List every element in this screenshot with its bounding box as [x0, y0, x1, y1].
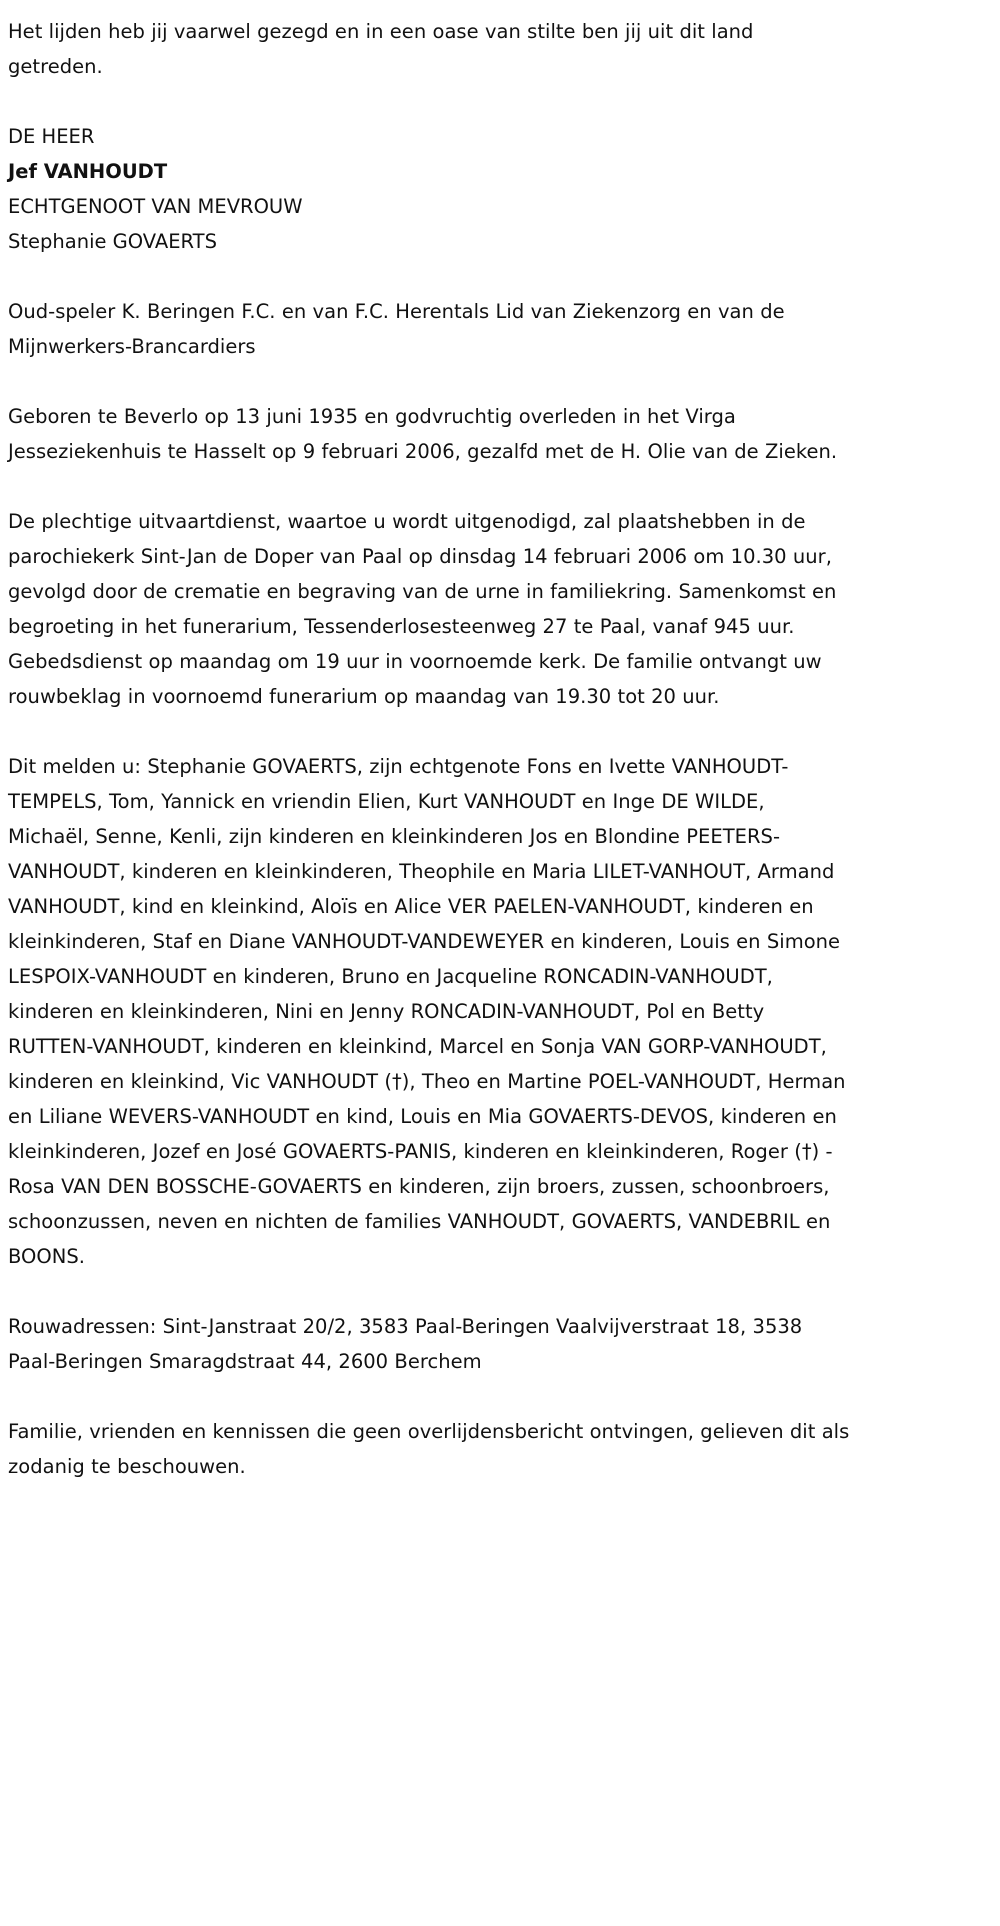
honorific-line: DE HEER: [8, 125, 95, 148]
spouse-relation-line: ECHTGENOOT VAN MEVROUW: [8, 195, 303, 218]
closing-note-paragraph: Familie, vrienden en kennissen die geen overlijdensbericht ontvingen, gelieven dit als zodanig te beschouwen.: [8, 1420, 850, 1478]
deceased-name: Jef VANHOUDT: [8, 160, 168, 183]
memberships-paragraph: Oud-speler K. Beringen F.C. en van F.C. Herentals Lid van Ziekenzorg en van de Mijnwerkers-Brancardiers: [8, 300, 785, 358]
spouse-name: Stephanie GOVAERTS: [8, 230, 217, 253]
birth-death-paragraph: Geboren te Beverlo op 13 juni 1935 en godvruchtig overleden in het Virga Jesseziekenhuis te Hasselt op 9 februari 2006, gezalfd met de H. Olie van de Zieken.: [8, 405, 838, 463]
opening-verse: Het lijden heb jij vaarwel gezegd en in een oase van stilte ben jij uit dit land getreden.: [8, 20, 754, 78]
mourning-addresses-paragraph: Rouwadressen: Sint-Janstraat 20/2, 3583 Paal-Beringen Vaalvijverstraat 18, 3538 Paal-Beringen Smaragdstraat 44, 2600 Berchem: [8, 1315, 803, 1373]
survivors-paragraph: Dit melden u: Stephanie GOVAERTS, zijn echtgenote Fons en Ivette VANHOUDT-TEMPELS, Tom, Yannick en vriendin Elien, Kurt VANHOUDT en Inge DE WILDE, Michaël, Senne, Kenli, zijn kinderen en kleinkinderen Jos en Blondine PEETERS-VANHOUDT, kinderen en kleinkinderen, Theophile en Maria LILET-VANHOUT, Armand VANHOUDT, kind en kleinkind, Aloïs en Alice VER PAELEN-VANHOUDT, kinderen en kleinkinderen, Staf en Diane VANHOUDT-VANDEWEYER en kinderen, Louis en Simone LESPOIX-VANHOUDT en kinderen, Bruno en Jacqueline RONCADIN-VANHOUDT, kinderen en kleinkinderen, Nini en Jenny RONCADIN-VANHOUDT, Pol en Betty RUTTEN-VANHOUDT, kinderen en kleinkind, Marcel en Sonja VAN GORP-VANHOUDT, kinderen en kleinkind, Vic VANHOUDT (†), Theo en Martine POEL-VANHOUDT, Herman en Liliane WEVERS-VANHOUDT en kind, Louis en Mia GOVAERTS-DEVOS, kinderen en kleinkinderen, Jozef en José GOVAERTS-PANIS, kinderen en kleinkinderen, Roger (†) - Rosa VAN DEN BOSSCHE-GOVAERTS en kinderen, zijn broers, zussen, schoonbroers, schoonzussen, neven en nichten de families VANHOUDT, GOVAERTS, VANDEBRIL en BOONS.: [8, 755, 846, 1268]
service-details-paragraph: De plechtige uitvaartdienst, waartoe u wordt uitgenodigd, zal plaatshebben in de parochiekerk Sint-Jan de Doper van Paal op dinsdag 14 februari 2006 om 10.30 uur, gevolgd door de crematie en begraving van de urne in familiekring. Samenkomst en begroeting in het funerarium, Tessenderlosesteenweg 27 te Paal, vanaf 945 uur. Gebedsdienst op maandag om 19 uur in voornoemde kerk. De familie ontvangt uw rouwbeklag in voornoemd funerarium op maandag van 19.30 tot 20 uur.: [8, 510, 837, 708]
identity-block: [8, 119, 850, 259]
